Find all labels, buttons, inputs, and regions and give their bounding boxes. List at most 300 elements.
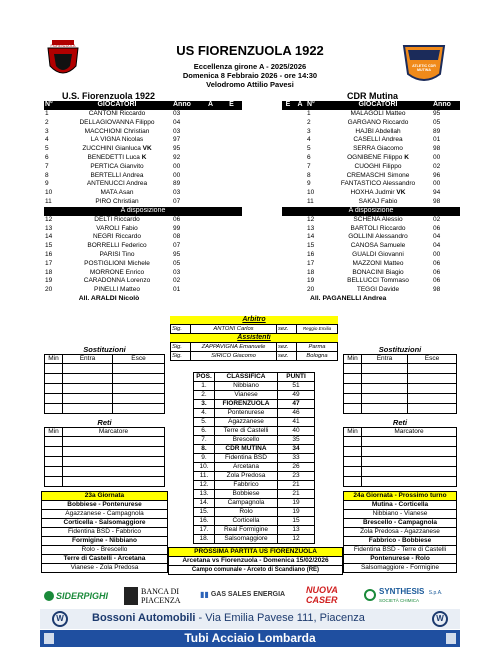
table-row xyxy=(282,269,460,278)
player-name-cell xyxy=(324,163,432,172)
player-year: 04 xyxy=(433,233,441,241)
table-row xyxy=(45,364,165,374)
standings-team: Real Formigine xyxy=(215,526,278,535)
col-a-cell xyxy=(200,242,221,251)
col-a: A xyxy=(207,101,214,109)
empty-cell[interactable] xyxy=(63,477,165,487)
empty-cell[interactable] xyxy=(63,374,113,384)
assistant-row xyxy=(171,352,338,361)
col-e-cell xyxy=(282,277,294,286)
player-number: 17 xyxy=(45,259,53,267)
match-text: Fidentina BSD - Terre di Castelli xyxy=(344,546,457,555)
player-name-cell xyxy=(324,189,432,198)
table-row xyxy=(44,163,242,172)
col-out: Esce xyxy=(408,355,457,364)
player-year: 00 xyxy=(433,153,441,161)
player-number: 11 xyxy=(307,197,314,205)
empty-cell[interactable] xyxy=(344,384,362,394)
captain-mark: VK xyxy=(396,189,406,197)
player-year: 89 xyxy=(173,180,181,188)
table-row xyxy=(282,198,460,207)
player-name: PERTICA Gianvito xyxy=(90,162,144,170)
empty-cell[interactable] xyxy=(362,477,457,487)
player-number: 16 xyxy=(307,250,315,258)
col-in: Entra xyxy=(63,355,113,364)
synthesis-text: SYNTHESIS xyxy=(379,587,425,596)
player-number: 18 xyxy=(45,268,53,276)
empty-cell[interactable] xyxy=(45,374,63,384)
player-name: CANOSA Samuele xyxy=(350,242,406,250)
table-row xyxy=(282,163,460,172)
table-row xyxy=(45,394,165,404)
empty-cell[interactable] xyxy=(408,384,457,394)
sez-label: sez. xyxy=(277,352,297,361)
standings-pos: 17. xyxy=(194,526,215,535)
player-year: 02 xyxy=(433,215,441,223)
player-year: 98 xyxy=(433,286,441,294)
standings-row xyxy=(194,508,315,517)
table-row xyxy=(44,154,242,163)
col-e-cell xyxy=(221,225,242,234)
away-substitutions xyxy=(343,345,457,414)
banca-text-1: BANCA DI xyxy=(141,587,180,596)
table-row xyxy=(44,172,242,181)
player-number: 14 xyxy=(45,233,53,241)
player-year: 05 xyxy=(433,118,441,126)
col-a-cell xyxy=(294,260,306,269)
standings-pos: 2. xyxy=(194,391,215,400)
player-name: BELLUCCI Tommaso xyxy=(347,277,409,285)
player-number: 13 xyxy=(45,224,53,232)
player-name: CASELLI Andrea xyxy=(353,136,403,144)
player-year: 00 xyxy=(173,171,181,179)
vw-icon-left: W xyxy=(52,611,68,627)
empty-cell[interactable] xyxy=(45,457,63,467)
empty-cell[interactable] xyxy=(63,394,113,404)
player-name: DELTI Riccardo xyxy=(94,215,140,223)
table-row xyxy=(44,180,242,189)
empty-cell[interactable] xyxy=(344,404,362,414)
standings-points: 41 xyxy=(278,418,315,427)
player-name: TEGGI Davide xyxy=(356,286,400,294)
col-a-cell xyxy=(200,119,221,128)
siderpighi-text: SIDERPIGHI xyxy=(56,591,109,601)
player-year: 01 xyxy=(433,136,441,144)
col-e: E xyxy=(229,101,234,109)
empty-cell[interactable] xyxy=(45,364,63,374)
table-row xyxy=(45,467,165,477)
table-row xyxy=(282,260,460,269)
empty-cell[interactable] xyxy=(344,364,362,374)
col-e-cell xyxy=(221,128,242,137)
standings-pos: 4. xyxy=(194,409,215,418)
col-e-cell xyxy=(221,286,242,295)
empty-cell[interactable] xyxy=(408,374,457,384)
player-number: 19 xyxy=(307,277,315,285)
col-e-cell xyxy=(282,154,294,163)
standings-points: 21 xyxy=(278,481,315,490)
standings-row xyxy=(194,445,315,454)
subs-label: Sostituzioni xyxy=(378,345,422,354)
player-year: 95 xyxy=(433,110,441,117)
standings-team: Corticella xyxy=(215,517,278,526)
page-title: US FIORENZUOLA 1922 xyxy=(176,43,324,58)
nuova-caser-logo xyxy=(306,585,338,605)
match-date: Domenica 8 Febbraio 2026 - ore 14:30 xyxy=(182,71,318,80)
col-year: Anno xyxy=(173,101,191,109)
col-e-cell xyxy=(282,269,294,278)
player-name: PINELLI Matteo xyxy=(94,286,140,294)
empty-cell[interactable] xyxy=(63,404,113,414)
empty-cell[interactable] xyxy=(344,457,362,467)
col-a-cell xyxy=(294,233,306,242)
player-name: SCHENA Alessio xyxy=(353,215,403,223)
player-number: 9 xyxy=(45,180,49,188)
table-row xyxy=(44,260,242,269)
col-a-cell xyxy=(294,189,306,198)
standings-team: Campagnola xyxy=(215,499,278,508)
empty-cell[interactable] xyxy=(408,394,457,404)
player-name: MORRONE Enrico xyxy=(89,268,145,276)
col-a-cell xyxy=(294,119,306,128)
standings-pos: 5. xyxy=(194,418,215,427)
table-row xyxy=(45,404,165,414)
subs-header xyxy=(45,355,165,364)
player-name: BERTELLI Andrea xyxy=(90,171,144,179)
standings-pos: 12. xyxy=(194,481,215,490)
empty-cell[interactable] xyxy=(362,394,408,404)
empty-cell[interactable] xyxy=(45,467,63,477)
col-a-cell xyxy=(200,136,221,145)
table-row xyxy=(282,225,460,234)
standings-pos: 1. xyxy=(194,382,215,391)
empty-cell[interactable] xyxy=(362,374,408,384)
match-row xyxy=(344,510,457,519)
col-e-cell xyxy=(282,216,294,225)
col-min: Min xyxy=(344,428,362,437)
player-year: 03 xyxy=(173,189,181,197)
player-name-cell xyxy=(62,128,172,137)
col-a-cell xyxy=(294,277,306,286)
col-e-cell xyxy=(282,233,294,242)
match-text: Rolo - Brescello xyxy=(42,546,168,555)
empty-cell[interactable] xyxy=(45,447,63,457)
empty-cell[interactable] xyxy=(344,374,362,384)
player-year: 99 xyxy=(173,224,181,232)
player-number: 11 xyxy=(45,197,52,205)
player-number: 10 xyxy=(307,189,315,197)
away-roster-header xyxy=(282,101,460,110)
empty-cell[interactable] xyxy=(362,384,408,394)
sez-label: sez. xyxy=(277,343,297,352)
player-year: 03 xyxy=(173,127,181,135)
col-a-cell xyxy=(200,172,221,181)
player-year: 00 xyxy=(433,180,441,188)
table-row xyxy=(344,404,457,414)
empty-cell[interactable] xyxy=(344,447,362,457)
player-year: 92 xyxy=(173,153,181,161)
standings-row xyxy=(194,517,315,526)
player-name: MALAGOLI Matteo xyxy=(350,110,406,117)
empty-cell[interactable] xyxy=(362,404,408,414)
empty-cell[interactable] xyxy=(113,374,165,384)
bossoni-address: Via Emilia Pavese 111, Piacenza xyxy=(205,612,365,624)
player-name-cell xyxy=(324,128,432,137)
player-number: 19 xyxy=(45,277,53,285)
goals-header xyxy=(45,428,165,437)
col-e-cell xyxy=(282,180,294,189)
player-name: CREMASCHI Simone xyxy=(346,171,410,179)
standings-team: Terre di Castelli xyxy=(215,427,278,436)
player-name: PIRO Christian xyxy=(95,197,139,205)
empty-cell[interactable] xyxy=(63,364,113,374)
player-year: 95 xyxy=(173,250,181,258)
player-name-cell xyxy=(324,154,432,163)
col-a: A xyxy=(297,101,303,109)
vw-icon-right: W xyxy=(432,611,448,627)
col-team: CLASSIFICA xyxy=(215,373,278,382)
empty-cell[interactable] xyxy=(362,457,457,467)
referee-section: Reggio Emilia xyxy=(297,325,338,334)
match-row xyxy=(42,510,168,519)
table-row xyxy=(44,269,242,278)
col-a-cell xyxy=(200,180,221,189)
home-bench-label: A disposizione xyxy=(120,206,166,214)
standings-team: Rolo xyxy=(215,508,278,517)
home-logo-text: FIORENZUOLA xyxy=(50,44,76,48)
gas-sales-logo xyxy=(200,590,285,599)
match-row xyxy=(42,546,168,555)
player-name: GOLLINI Alessandro xyxy=(348,233,408,241)
empty-cell[interactable] xyxy=(63,467,165,477)
player-year: 03 xyxy=(173,110,181,117)
col-e-cell xyxy=(221,180,242,189)
empty-cell[interactable] xyxy=(113,384,165,394)
caser-text: CASER xyxy=(306,595,338,605)
gas-sales-text: GAS SALES ENERGIA xyxy=(210,591,286,598)
col-a-cell xyxy=(200,216,221,225)
player-name: MATA Asan xyxy=(100,189,134,197)
col-a-cell xyxy=(200,251,221,260)
officials xyxy=(170,316,338,361)
home-roster-header xyxy=(44,101,242,110)
player-name-cell xyxy=(324,119,432,128)
col-a-cell xyxy=(294,216,306,225)
table-row xyxy=(44,145,242,154)
empty-cell[interactable] xyxy=(408,404,457,414)
player-name: GARGANO Riccardo xyxy=(347,118,409,126)
player-year: 02 xyxy=(433,162,441,170)
bossoni-name: Bossoni Automobili xyxy=(92,612,196,624)
empty-cell[interactable] xyxy=(362,364,408,374)
empty-cell[interactable] xyxy=(45,437,63,447)
player-name-cell xyxy=(62,163,172,172)
assistant1-name: ZAPPAVIGNA Emanuele xyxy=(191,343,277,352)
match-row xyxy=(344,519,457,528)
standings-row xyxy=(194,409,315,418)
empty-cell[interactable] xyxy=(362,447,457,457)
next-match xyxy=(168,547,343,575)
player-name-cell xyxy=(324,136,432,145)
assistant2-section: Bologna xyxy=(297,352,338,361)
player-year: 98 xyxy=(433,197,441,205)
col-a-cell xyxy=(294,225,306,234)
standings-row xyxy=(194,418,315,427)
empty-cell[interactable] xyxy=(113,404,165,414)
player-name-cell xyxy=(324,180,432,189)
match-text: Vianese - Zola Predosa xyxy=(42,564,168,573)
match-text: Bobbiese - Pontenurese xyxy=(42,501,168,510)
col-a-cell xyxy=(200,286,221,295)
col-e-cell xyxy=(282,128,294,137)
standings-pos: 6. xyxy=(194,427,215,436)
empty-cell[interactable] xyxy=(45,384,63,394)
table-row xyxy=(282,136,460,145)
col-e-cell xyxy=(282,145,294,154)
player-year: 08 xyxy=(173,233,181,241)
player-year: 06 xyxy=(433,259,441,267)
player-year: 94 xyxy=(433,189,441,197)
match-row xyxy=(344,537,457,546)
home-coach: All. ARALDI Nicolò xyxy=(78,294,140,302)
empty-cell[interactable] xyxy=(344,467,362,477)
table-row xyxy=(44,136,242,145)
player-year: 00 xyxy=(173,162,181,170)
player-year: 01 xyxy=(173,286,181,294)
table-row xyxy=(344,374,457,384)
tubi-text: Tubi Acciaio Lombarda xyxy=(184,631,316,645)
col-e-cell xyxy=(221,277,242,286)
standings-points: 26 xyxy=(278,463,315,472)
match-row xyxy=(42,564,168,573)
table-row xyxy=(44,198,242,207)
home-goals xyxy=(44,418,165,487)
player-number: 1 xyxy=(45,110,49,117)
standings-points: 51 xyxy=(278,382,315,391)
standings-points: 49 xyxy=(278,391,315,400)
empty-cell[interactable] xyxy=(344,437,362,447)
player-name: DELLAGIOVANNA Filippo xyxy=(79,118,155,126)
standings-team: Bobbiese xyxy=(215,490,278,499)
col-e-cell xyxy=(221,110,242,119)
empty-cell[interactable] xyxy=(45,404,63,414)
standings-row xyxy=(194,526,315,535)
table-row xyxy=(45,457,165,467)
table-row xyxy=(44,251,242,260)
col-scorer: Marcatore xyxy=(63,428,165,437)
standings-points: 12 xyxy=(278,535,315,544)
table-row xyxy=(44,128,242,137)
player-name-cell xyxy=(62,180,172,189)
col-a-cell xyxy=(294,198,306,207)
match-row xyxy=(42,519,168,528)
round-24-label: 24a Giornata - Prossimo turno xyxy=(344,492,457,501)
col-a-cell xyxy=(294,145,306,154)
col-a-cell xyxy=(200,260,221,269)
player-number: 1 xyxy=(307,110,311,117)
col-in: Entra xyxy=(362,355,408,364)
empty-cell[interactable] xyxy=(344,477,362,487)
empty-cell[interactable] xyxy=(113,394,165,404)
player-name: BENEDETTI Luca xyxy=(87,153,140,161)
player-name: CANTONI Riccardo xyxy=(88,110,146,117)
player-year: 06 xyxy=(433,268,441,276)
col-e-cell xyxy=(282,189,294,198)
empty-cell[interactable] xyxy=(362,467,457,477)
empty-cell[interactable] xyxy=(63,457,165,467)
standings-row xyxy=(194,382,315,391)
match-text: Nibbiano - Vianese xyxy=(344,510,457,519)
standings-points: 33 xyxy=(278,454,315,463)
player-year: 07 xyxy=(173,242,181,250)
col-e-cell xyxy=(221,269,242,278)
col-e-cell xyxy=(221,251,242,260)
player-number: 4 xyxy=(307,136,311,144)
standings-pos: 3. xyxy=(194,400,215,409)
standings-points: 15 xyxy=(278,517,315,526)
col-e-cell xyxy=(282,198,294,207)
standings-points: 40 xyxy=(278,427,315,436)
standings-points: 13 xyxy=(278,526,315,535)
player-year: 97 xyxy=(173,136,181,144)
empty-cell[interactable] xyxy=(344,394,362,404)
player-name-cell xyxy=(62,172,172,181)
standings-row xyxy=(194,472,315,481)
col-e-cell xyxy=(282,260,294,269)
player-number: 7 xyxy=(307,162,311,170)
assistant2-name: SIRICO Giacomo xyxy=(191,352,277,361)
table-row xyxy=(282,128,460,137)
col-number: N° xyxy=(45,101,53,109)
empty-cell[interactable] xyxy=(63,437,165,447)
empty-cell[interactable] xyxy=(45,477,63,487)
empty-cell[interactable] xyxy=(113,364,165,374)
standings-header xyxy=(194,373,315,382)
table-row xyxy=(45,384,165,394)
player-name: POSTIGLIONI Michele xyxy=(84,259,150,267)
match-text: Formigine - Nibbiano xyxy=(42,537,168,546)
player-year: 03 xyxy=(173,268,181,276)
empty-cell[interactable] xyxy=(63,447,165,457)
empty-cell[interactable] xyxy=(45,394,63,404)
player-name: HOXHA Judmir xyxy=(350,189,395,197)
match-text: Agazzanese - Campagnola xyxy=(42,510,168,519)
standings-team: CDR MUTINA xyxy=(215,445,278,454)
standings-points: 23 xyxy=(278,472,315,481)
league-info: Eccellenza girone A - 2025/2026 xyxy=(193,62,307,71)
player-name: BONACINI Biagio xyxy=(352,268,404,276)
round-23 xyxy=(41,491,168,573)
assistants-label: Assistenti xyxy=(170,334,338,342)
table-row xyxy=(344,467,457,477)
sig-label: Sig. xyxy=(171,325,191,334)
empty-cell[interactable] xyxy=(408,364,457,374)
col-a-cell xyxy=(294,163,306,172)
match-text: Mutina - Corticella xyxy=(344,501,457,510)
player-name: SERRA Giacomo xyxy=(353,145,403,153)
empty-cell[interactable] xyxy=(63,384,113,394)
match-row xyxy=(42,528,168,537)
nuova-text: NUOVA xyxy=(306,585,338,595)
assistant1-section: Parma xyxy=(297,343,338,352)
empty-cell[interactable] xyxy=(362,437,457,447)
tubi-right-icon xyxy=(446,633,456,644)
player-number: 13 xyxy=(307,224,315,232)
table-row xyxy=(282,119,460,128)
player-name-cell xyxy=(324,145,432,154)
player-year: 06 xyxy=(173,215,181,223)
goals-label: Reti xyxy=(97,418,112,427)
